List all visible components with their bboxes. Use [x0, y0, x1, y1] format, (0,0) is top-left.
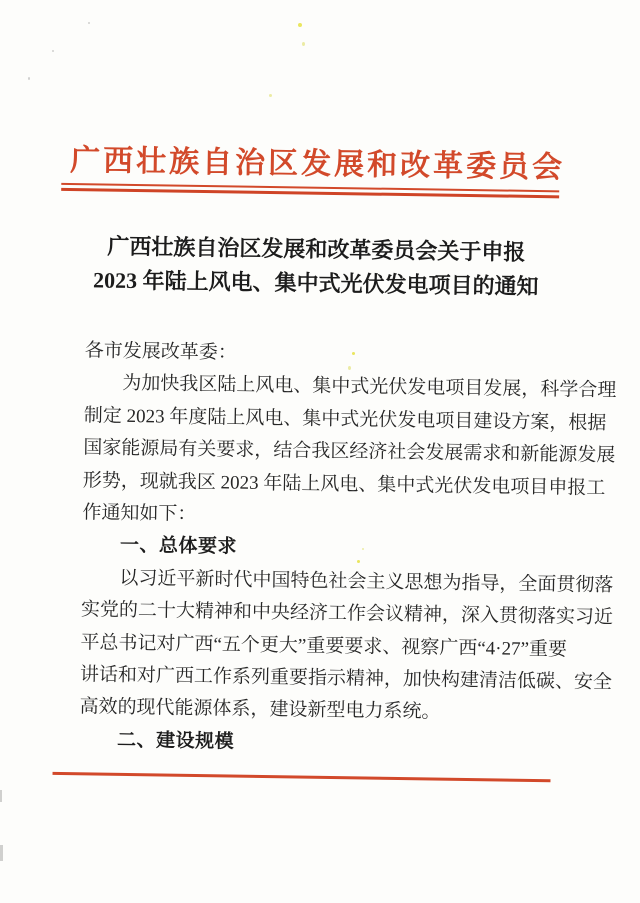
- paragraph-1-line: 形势，现就我区 2023 年陆上风电、集中式光伏发电项目申报工: [82, 469, 606, 499]
- scan-artifact: [298, 23, 302, 27]
- letterhead-title: 广西壮族自治区发展和改革委员会: [69, 144, 566, 185]
- letterhead-double-rule: [61, 183, 559, 198]
- document-body: [79, 335, 617, 764]
- salutation: 各市发展改革委：: [84, 340, 237, 364]
- scan-artifact: [302, 42, 305, 46]
- document-title-line-1: 广西壮族自治区发展和改革委员会关于申报: [107, 233, 526, 265]
- paragraph-2-line: 讲话和对广西工作系列重要指示精神，加快构建清洁低碳、安全: [79, 664, 613, 694]
- scan-artifact: [269, 94, 272, 97]
- scan-artifact: [0, 845, 3, 861]
- scan-artifact: [362, 548, 364, 550]
- scan-artifact: [352, 352, 355, 355]
- scan-artifact: [52, 50, 54, 52]
- footer-red-rule: [53, 772, 551, 782]
- paragraph-2-line: 平总书记对广西“五个更大”重要要求、视察广西“4·27”重要: [80, 631, 568, 661]
- paragraph-1-line: 国家能源局有关要求，结合我区经济社会发展需求和新能源发展: [83, 437, 616, 467]
- document-title: [0, 228, 637, 305]
- scan-artifact: [0, 790, 2, 802]
- scan-artifact: [348, 366, 351, 370]
- document-title-line-2: 2023 年陆上风电、集中式光伏发电项目的通知: [92, 267, 539, 300]
- section-2-heading: 二、建设规模: [116, 729, 235, 753]
- scan-artifact: [88, 22, 90, 24]
- paragraph-1-line: 为加快我区陆上风电、集中式光伏发电项目发展，科学合理: [122, 373, 617, 402]
- scan-artifact: [28, 77, 30, 80]
- paragraph-2-line: 实党的二十大精神和中央经济工作会议精神，深入贯彻落实习近: [80, 599, 614, 629]
- paragraph-1-line: 制定 2023 年度陆上风电、集中式光伏发电项目建设方案，根据: [83, 405, 607, 434]
- paragraph-2-line: 以习近平新时代中国特色社会主义思想为指导，全面贯彻落: [119, 567, 614, 597]
- paragraph-2-line: 高效的现代能源体系，建设新型电力系统。: [79, 696, 441, 724]
- section-1-heading: 一、总体要求: [119, 535, 238, 559]
- paragraph-1-line: 作通知如下：: [82, 502, 197, 526]
- scan-artifact: [357, 560, 360, 563]
